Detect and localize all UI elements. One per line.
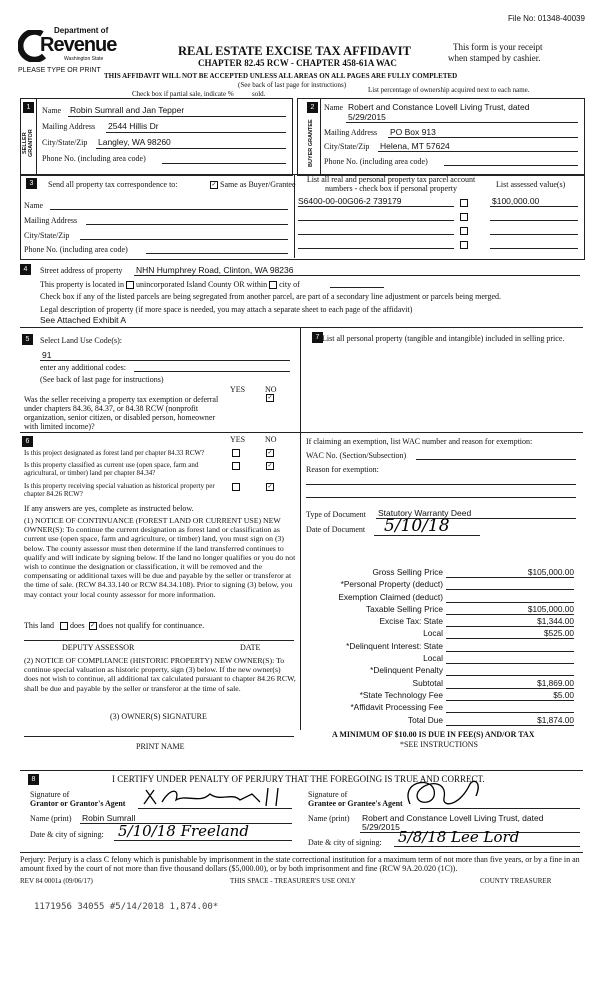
county-treasurer: COUNTY TREASURER [480,877,552,885]
tax-row [300,628,583,640]
exemption-label: If claiming an exemption, list WAC number and reason for exemption: [306,437,533,446]
parcel-header-2: numbers - check box if personal property [325,184,457,193]
reason-field[interactable] [306,484,576,485]
city-of-label: city of [279,280,300,289]
tax-row-label: Excise Tax: State [379,616,443,627]
perjury-statement: Perjury: Perjury is a class C felony which is punishable by imprisonment in the state correctional institution for a maximum term of not more than five years, or by a fine in an amount fixed by the court of not more than five thousand dollars ($5,000.00), or by both imprisonment and fine (RCW 9A.20.020 (1C)). [20,855,580,873]
continuance-line [24,621,204,630]
partial-sale-label: Check box if partial sale, indicate % [132,90,234,98]
buyer-addr-line [388,137,578,138]
deputy-date-label: DATE [240,643,261,652]
dept-line3: Washington State [64,56,104,62]
buyer-city-line [378,151,578,152]
tax-row [300,690,583,702]
historic-no-checkbox[interactable]: ✓ [267,484,273,490]
current-use-no-checkbox[interactable]: ✓ [267,463,273,469]
doc-date-line [374,535,480,536]
grantee-print-label: Name (print) [308,814,350,823]
parcel-1-personal-checkbox[interactable] [460,199,468,207]
instructions-note: (See back of last page for instructions) [238,81,347,89]
exempt-no-checkbox[interactable]: ✓ [267,395,273,401]
legal-label: Legal description of property (if more space is needed, you may attach a separate sheet to each page of the affidavit) [40,305,413,314]
location-line [40,280,300,289]
s5-yes: YES [230,385,246,394]
doc-date-label: Date of Document [306,525,366,534]
grantor-date-line [114,840,292,841]
s3-city-label: City/State/Zip [24,231,70,240]
seller-name[interactable]: Robin Sumrall and Jan Tepper [70,105,185,115]
doc-type-label: Type of Document [306,510,366,519]
historic-yes-checkbox[interactable] [232,483,240,491]
deputy-assessor-label: DEPUTY ASSESSOR [62,643,135,652]
notice-compliance: (2) NOTICE OF COMPLIANCE (HISTORIC PROPERTY) NEW OWNER(S): To continue special valuation as historic property, sign (3) below. If the new owner(s) does not wish to continue, all additional tax calculated pursuant to chapter 84.26 RCW, shall be due and payable by the seller or transferor at the time of sale. [24,656,296,693]
tax-row-value[interactable]: $105,000.00 [446,567,574,578]
tax-row-label: *Affidavit Processing Fee [350,702,443,713]
tax-row [300,678,583,690]
file-number: File No: 01348-40039 [508,14,585,23]
additional-codes-label: enter any additional codes: [40,363,126,372]
forest-yes-checkbox[interactable] [232,449,240,457]
tax-row-label: Local [423,628,443,639]
tax-row [300,604,583,616]
does-not-label: does not qualify for continuance. [98,621,205,630]
grantor-date-label: Date & city of signing: [30,830,104,839]
seller-addr-label: Mailing Address [42,122,96,131]
grantor-sig-line [138,808,292,809]
tax-row-value[interactable]: $1,869.00 [446,678,574,689]
seller-address[interactable]: 2544 Hillis Dr [108,121,159,131]
grantee-signature[interactable] [400,776,490,812]
receipt-note-2: when stamped by cashier. [448,53,541,63]
dept-line2: Revenue [40,34,117,56]
parcel-2-personal-checkbox[interactable] [460,213,468,221]
tax-row [300,579,583,591]
same-as-buyer-label: Same as Buyer/Grantee [220,180,296,189]
reason-field-2[interactable] [306,497,576,498]
tax-row-value[interactable] [446,665,574,676]
city-of-checkbox[interactable] [269,281,277,289]
tax-row [300,616,583,628]
seller-name-line [68,116,286,117]
tax-row-value[interactable]: $1,874.00 [446,715,574,726]
buyer-phone-label: Phone No. (including area code) [324,157,428,166]
same-as-buyer-checkbox[interactable]: ✓ [211,182,217,189]
grantee-date-line [394,846,580,847]
tax-row-value[interactable]: $525.00 [446,628,574,639]
parcel-1[interactable]: S6400-00-00G06-2 739179 [298,196,402,206]
dept-line1: Department of [54,26,109,35]
grantor-print-label: Name (print) [30,814,72,823]
warning-line: THIS AFFIDAVIT WILL NOT BE ACCEPTED UNLESS ALL AREAS ON ALL PAGES ARE FULLY COMPLETED [104,72,458,80]
tax-row-value[interactable] [446,641,574,652]
tax-row-label: Taxable Selling Price [365,603,443,614]
s3-addr-field[interactable] [86,224,288,225]
grantor-sig-label-2: Grantor or Grantor's Agent [30,799,126,808]
tax-row-value[interactable]: $105,000.00 [446,604,574,615]
parcel-field-2[interactable] [298,220,454,221]
tax-row-value[interactable] [446,653,574,664]
buyer-name-label: Name [324,103,344,112]
section-1-number: 1 [23,102,34,113]
if-yes-note: If any answers are yes, complete as instructed below. [24,504,194,513]
seller-phone-field[interactable] [162,163,286,164]
section-8-number: 8 [28,774,39,785]
s6-top-line [20,432,300,433]
doc-date[interactable]: 5/10/18 [384,516,450,536]
street-address[interactable]: NHN Humphrey Road, Clinton, WA 98236 [136,265,294,275]
located-label: This property is located in [40,280,124,289]
tax-row-label: Gross Selling Price [372,567,443,577]
exempt-question: Was the seller receiving a property tax exemption or deferral under chapters 84.36, 84.37, or 84.38 RCW (nonprofit organization, senior citizen, or disabled person, homeowner with limited income)? [24,395,219,431]
s5-no: NO [265,385,277,394]
seller-side-label: SELLER GRANTOR [22,129,34,157]
tax-row [300,702,583,714]
tax-row [300,653,583,665]
buyer-name-2[interactable]: 5/29/2015 [348,112,386,122]
unincorporated-checkbox[interactable] [126,281,134,289]
doc-type[interactable]: Statutory Warranty Deed [378,508,472,518]
section-1-divider [36,98,37,174]
section-7-number: 7 [312,332,323,343]
street-label: Street address of property [40,266,123,275]
grantee-print-name-2[interactable]: 5/29/2015 [362,822,400,832]
personal-property-label: List all personal property (tangible and intangible) included in selling price. [322,334,565,343]
please-type: PLEASE TYPE OR PRINT [18,67,101,74]
assessed-header: List assessed value(s) [496,180,566,189]
grantee-sig-label-1: Signature of [308,790,348,799]
s3-addr-label: Mailing Address [24,216,78,225]
street-line [134,275,580,276]
assessed-1[interactable]: $100,000.00 [492,196,540,206]
section-3-number: 3 [26,178,37,189]
buyer-city-label: City/State/Zip [324,142,370,151]
s6-yes: YES [230,435,246,444]
does-label: does [70,621,85,630]
seller-city-label: City/State/Zip [42,138,88,147]
receipt-note-1: This form is your receipt [453,42,543,52]
tax-row-value[interactable] [446,592,574,603]
does-checkbox[interactable] [60,622,68,630]
tax-row-label: Exemption Claimed (deduct) [338,591,443,602]
seller-addr-line [106,132,286,133]
dor-logo [18,26,128,66]
tax-row-label: Total Due [407,714,443,725]
grantee-sig-line [420,808,580,809]
grantor-date-city[interactable]: 5/10/18 Freeland [118,822,249,840]
parcel-4-personal-checkbox[interactable] [460,241,468,249]
grantor-sig-label-1: Signature of [30,790,70,799]
tax-row [300,592,583,604]
tax-row-value[interactable] [446,579,574,590]
s7-mid-line [300,432,583,433]
unincorporated-label: unincorporated Island County OR within [135,280,268,289]
seller-name-label: Name [42,106,62,115]
section-5-number: 5 [22,334,33,345]
cashier-stamp: 1171956 34055 #5/14/2018 1,874.00* [34,902,219,912]
tax-row-label: Local [423,653,443,664]
tax-row-label: *Personal Property (deduct) [340,579,443,590]
tax-row [300,567,583,579]
section-2-divider [320,98,321,174]
does-not-checkbox[interactable]: ✓ [90,623,96,630]
section-2-number: 2 [307,102,318,113]
tax-calculation-table [300,567,583,727]
tax-row [300,715,583,727]
buyer-city[interactable]: Helena, MT 57624 [380,141,450,151]
seller-phone-label: Phone No. (including area code) [42,154,146,163]
buyer-side-label: BUYER GRANTEE [308,119,314,167]
s5-top-line [20,327,583,328]
form-subtitle: CHAPTER 82.45 RCW - CHAPTER 458-61A WAC [198,58,397,68]
forest-question: Is this project designated as forest land per chapter 84.33 RCW? [24,449,205,457]
form-revision: REV 84 0001a (09/06/17) [20,877,93,885]
print-name-label: PRINT NAME [136,742,185,751]
forest-no-checkbox[interactable]: ✓ [267,450,273,456]
city-of-field[interactable] [330,287,384,288]
minimum-fee-note: A MINIMUM OF $10.00 IS DUE IN FEE(S) AND/OR TAX [332,730,535,739]
grantee-date-label: Date & city of signing: [308,838,382,847]
s3-phone-field[interactable] [146,253,288,254]
tax-row-label: Subtotal [412,677,443,688]
grantor-signature[interactable] [140,784,290,810]
parcel-3-personal-checkbox[interactable] [460,227,468,235]
wac-field[interactable] [416,459,576,460]
parcel-field-3[interactable] [298,234,454,235]
section-4-number: 4 [20,264,31,275]
notice-continuance: (1) NOTICE OF CONTINUANCE (FOREST LAND OR CURRENT USE) NEW OWNER(S): To continue the current designation as forest land or classification as current use (open space, farm and agriculture, or timber) land, you must sign on (3) below. The county assessor must then determine if the land transferred continues to qualify and will indicate by signing below. If the land no longer qualifies or you do not wish to continue the designation or classification, it will be removed and the compensating or additional taxes will be due and payable by the seller or transferor at the time of sale. (RCW 84.33.140 or RCW 84.34.108). Prior to signing (3) below, you may contact your local county assessor for more information. [24,516,296,599]
segregated-line [40,292,501,301]
tax-row-label: *State Technology Fee [359,689,443,700]
deputy-assessor-line[interactable] [24,640,294,641]
wac-label: WAC No. (Section/Subsection) [306,451,407,460]
buyer-name-line [346,122,578,123]
certify-statement: I CERTIFY UNDER PENALTY OF PERJURY THAT THE FOREGOING IS TRUE AND CORRECT. [112,774,485,784]
seller-city-line [96,148,286,149]
grantee-print-name[interactable]: Robert and Constance Lovell Living Trust, dated [362,813,544,823]
footer-top-line [20,852,583,853]
tax-row-value[interactable]: $1,344.00 [446,616,574,627]
tax-row-value[interactable] [446,702,574,713]
assessed-line-1 [490,206,578,207]
tax-row [300,641,583,653]
additional-codes-field[interactable] [134,371,290,372]
parcel-line-1 [298,206,454,207]
treasurer-space: THIS SPACE - TREASURER'S USE ONLY [230,877,356,885]
owner-signature-label: (3) OWNER(S) SIGNATURE [110,712,207,721]
s8-top-line [20,770,583,771]
parcel-header-1: List all real and personal property tax parcel account [306,175,476,184]
ownership-note: List percentage of ownership acquired next to each name. [368,86,530,94]
s3-phone-label: Phone No. (including area code) [24,245,128,254]
seller-city[interactable]: Langley, WA 98260 [98,137,171,147]
tax-row-label: *Delinquent Penalty [370,665,443,676]
sold-label: sold. [252,90,266,98]
tax-row-label: *Delinquent Interest: State [346,640,443,651]
legal-exhibit[interactable]: See Attached Exhibit A [40,315,127,325]
grantor-print-name[interactable]: Robin Sumrall [82,813,136,823]
s6-no: NO [265,435,277,444]
owner-signature-field[interactable] [24,736,294,737]
land-use-label: Select Land Use Code(s): [40,336,122,345]
assessed-field-4[interactable] [490,248,578,249]
buyer-name[interactable]: Robert and Constance Lovell Living Trust, dated [348,102,530,112]
buyer-addr-label: Mailing Address [324,128,378,137]
land-use-line [40,360,290,361]
assessed-field-2[interactable] [490,220,578,221]
assessed-field-3[interactable] [490,234,578,235]
same-as-buyer-group [210,180,296,189]
s3-city-field[interactable] [80,239,288,240]
land-use-code[interactable]: 91 [42,350,52,360]
s5-see-back: (See back of last page for instructions) [40,375,164,384]
see-instructions-note: *SEE INSTRUCTIONS [400,740,479,749]
section-6-number: 6 [22,436,33,447]
s3-name-label: Name [24,201,44,210]
s3-name-field[interactable] [50,209,288,210]
parcel-field-4[interactable] [298,248,454,249]
buyer-address[interactable]: PO Box 913 [390,127,436,137]
tax-row-value[interactable]: $5.00 [446,690,574,701]
send-correspondence-label: Send all property tax correspondence to: [48,180,178,189]
current-use-yes-checkbox[interactable] [232,462,240,470]
reason-label: Reason for exemption: [306,465,379,474]
form-title: REAL ESTATE EXCISE TAX AFFIDAVIT [178,44,411,58]
grantee-date-city[interactable]: 5/8/18 Lee Lord [398,828,520,846]
grantee-sig-label-2: Grantee or Grantee's Agent [308,799,403,808]
buyer-phone-field[interactable] [444,165,578,166]
tax-row [300,665,583,677]
current-use-question: Is this property classified as current use (open space, farm and agricultural, or timber) land per chapter 84.34? [24,461,199,477]
segregated-label: Check box if any of the listed parcels are being segregated from another parcel, are part of a secondary line adjustment or parcels being merged. [40,292,501,301]
this-land-label: This land [24,621,54,630]
historic-question: Is this property receiving special valuation as historical property per chapter 84.26 RCW? [24,482,215,498]
